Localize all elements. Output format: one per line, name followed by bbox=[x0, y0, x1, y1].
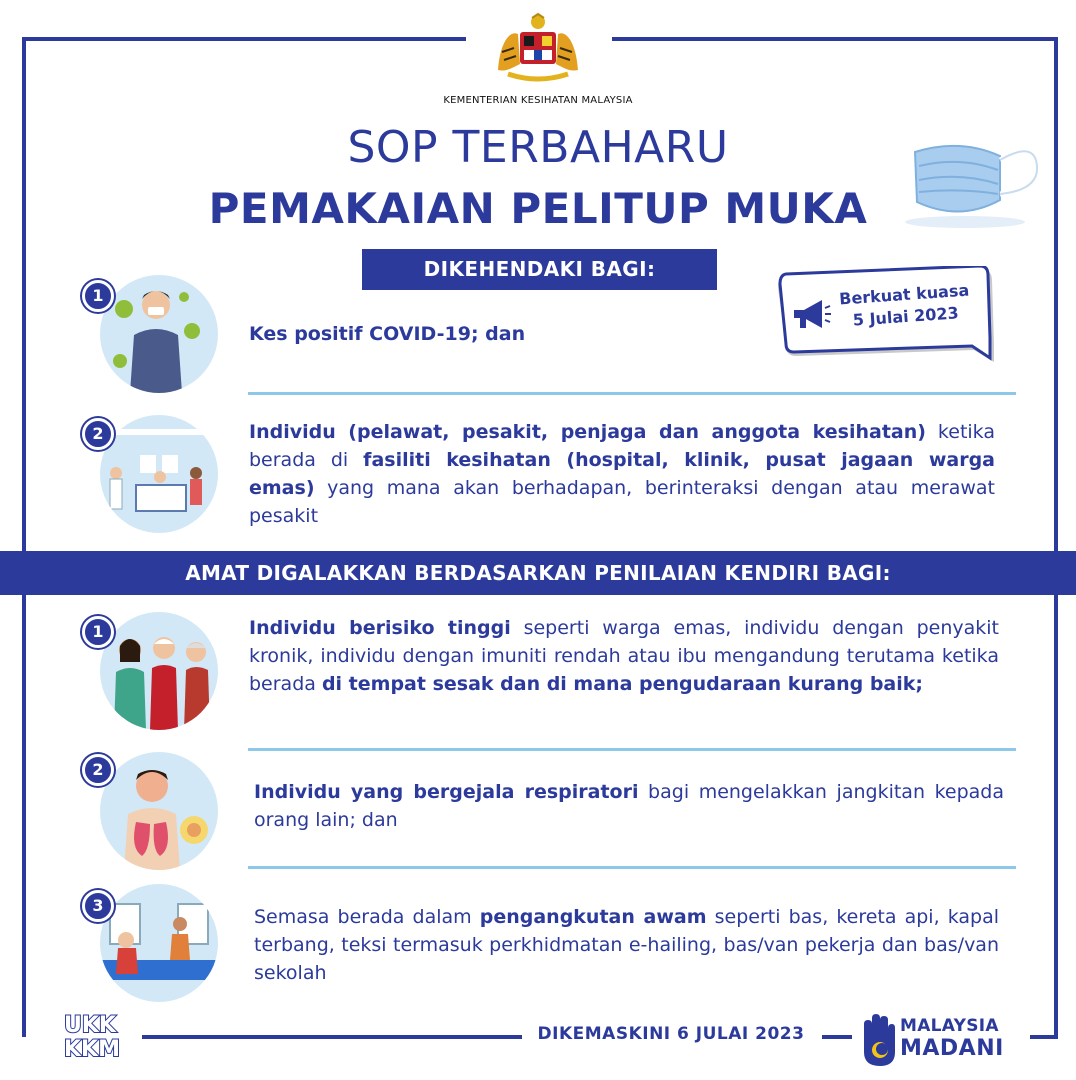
divider bbox=[248, 866, 1016, 869]
effective-date-line1: Berkuat kuasa bbox=[838, 280, 970, 309]
ukk-logo-line2: KKM bbox=[64, 1037, 120, 1062]
clinic-illustration bbox=[100, 415, 218, 533]
madani-line2: MADANI bbox=[900, 1036, 1004, 1061]
frame-top-right bbox=[612, 37, 1058, 41]
effective-date-line2: 5 Julai 2023 bbox=[852, 303, 960, 330]
respiratory-symptoms-illustration bbox=[100, 752, 218, 870]
malaysia-madani-logo bbox=[860, 1010, 1020, 1070]
item-number-badge: 2 bbox=[82, 754, 114, 786]
section1-banner: DIKEHENDAKI BAGI: bbox=[362, 249, 717, 290]
section2-item3-text2: seperti bas, kereta api, kapal terbang, teksi termasuk perkhidmatan e-hailing, bas/van pekerja dan bas/van sekolah bbox=[254, 906, 999, 984]
coat-of-arms-icon bbox=[492, 12, 584, 86]
divider bbox=[248, 748, 1016, 751]
frame-bottom-right bbox=[822, 1035, 852, 1039]
frame-right-upper bbox=[1054, 37, 1058, 551]
face-mask-icon bbox=[905, 130, 1045, 230]
item-number-badge: 2 bbox=[82, 418, 114, 450]
item-number-badge: 1 bbox=[82, 280, 114, 312]
section2-item1-text1: seperti warga emas, individu dengan penyakit kronik, individu dengan imuniti rendah atau ibu mengandung terutama ketika berada bbox=[249, 617, 1000, 695]
section1-item1-bold: Kes positif COVID-19; dan bbox=[249, 323, 526, 345]
page-title-line1: SOP TERBAHARU bbox=[347, 122, 729, 173]
section2-item1-bold2: di tempat sesak dan di mana pengudaraan kurang baik; bbox=[321, 673, 923, 695]
ukk-kkm-logo bbox=[64, 1014, 130, 1066]
ukk-logo-line1: UKK bbox=[64, 1013, 116, 1038]
section2-item1-bold1: Individu berisiko tinggi bbox=[249, 617, 511, 639]
section2-item2-bold1: Individu yang bergejala respiratori bbox=[254, 781, 639, 803]
frame-top-left bbox=[22, 37, 466, 41]
megaphone-icon bbox=[790, 296, 832, 332]
section1-item2-text2: yang mana akan berhadapan, berinteraksi dengan atau merawat pesakit bbox=[249, 477, 995, 527]
covid-patient-illustration bbox=[100, 275, 218, 393]
ministry-name: KEMENTERIAN KESIHATAN MALAYSIA bbox=[443, 95, 633, 106]
section1-item2-text bbox=[249, 418, 995, 530]
madani-line1: MALAYSIA bbox=[900, 1016, 999, 1036]
frame-left-lower bbox=[22, 595, 26, 1037]
public-transport-illustration bbox=[100, 884, 218, 1002]
updated-date: DIKEMASKINI 6 JULAI 2023 bbox=[537, 1024, 805, 1044]
divider bbox=[248, 392, 1016, 395]
frame-bottom-mid bbox=[142, 1035, 522, 1039]
high-risk-group-illustration bbox=[100, 612, 218, 730]
section1-item1-text bbox=[249, 320, 729, 348]
section2-item1-text bbox=[249, 614, 999, 698]
frame-right-lower bbox=[1054, 595, 1058, 1037]
section2-item2-text1: bagi mengelakkan jangkitan kepada orang lain; dan bbox=[254, 781, 1004, 831]
section1-item2-bold1: Individu (pelawat, pesakit, penjaga dan anggota kesihatan) bbox=[249, 421, 926, 443]
section2-item3-text bbox=[254, 903, 999, 987]
section2-banner: AMAT DIGALAKKAN BERDASARKAN PENILAIAN KENDIRI BAGI: bbox=[0, 551, 1076, 595]
section2-item2-text bbox=[254, 778, 1004, 834]
section2-item3-bold1: pengangkutan awam bbox=[479, 906, 707, 928]
frame-left-upper bbox=[22, 37, 26, 551]
item-number-badge: 3 bbox=[82, 890, 114, 922]
page-title-line2: PEMAKAIAN PELITUP MUKA bbox=[208, 184, 868, 233]
item-number-badge: 1 bbox=[82, 616, 114, 648]
section2-item3-text1: Semasa berada dalam bbox=[254, 906, 480, 928]
section1-item2-text1: ketika berada di bbox=[249, 421, 995, 471]
frame-bottom-far-right bbox=[1030, 1035, 1058, 1039]
section1-item2-bold2: fasiliti kesihatan (hospital, klinik, pusat jagaan warga emas) bbox=[249, 449, 996, 499]
madani-hand-icon bbox=[860, 1014, 896, 1068]
